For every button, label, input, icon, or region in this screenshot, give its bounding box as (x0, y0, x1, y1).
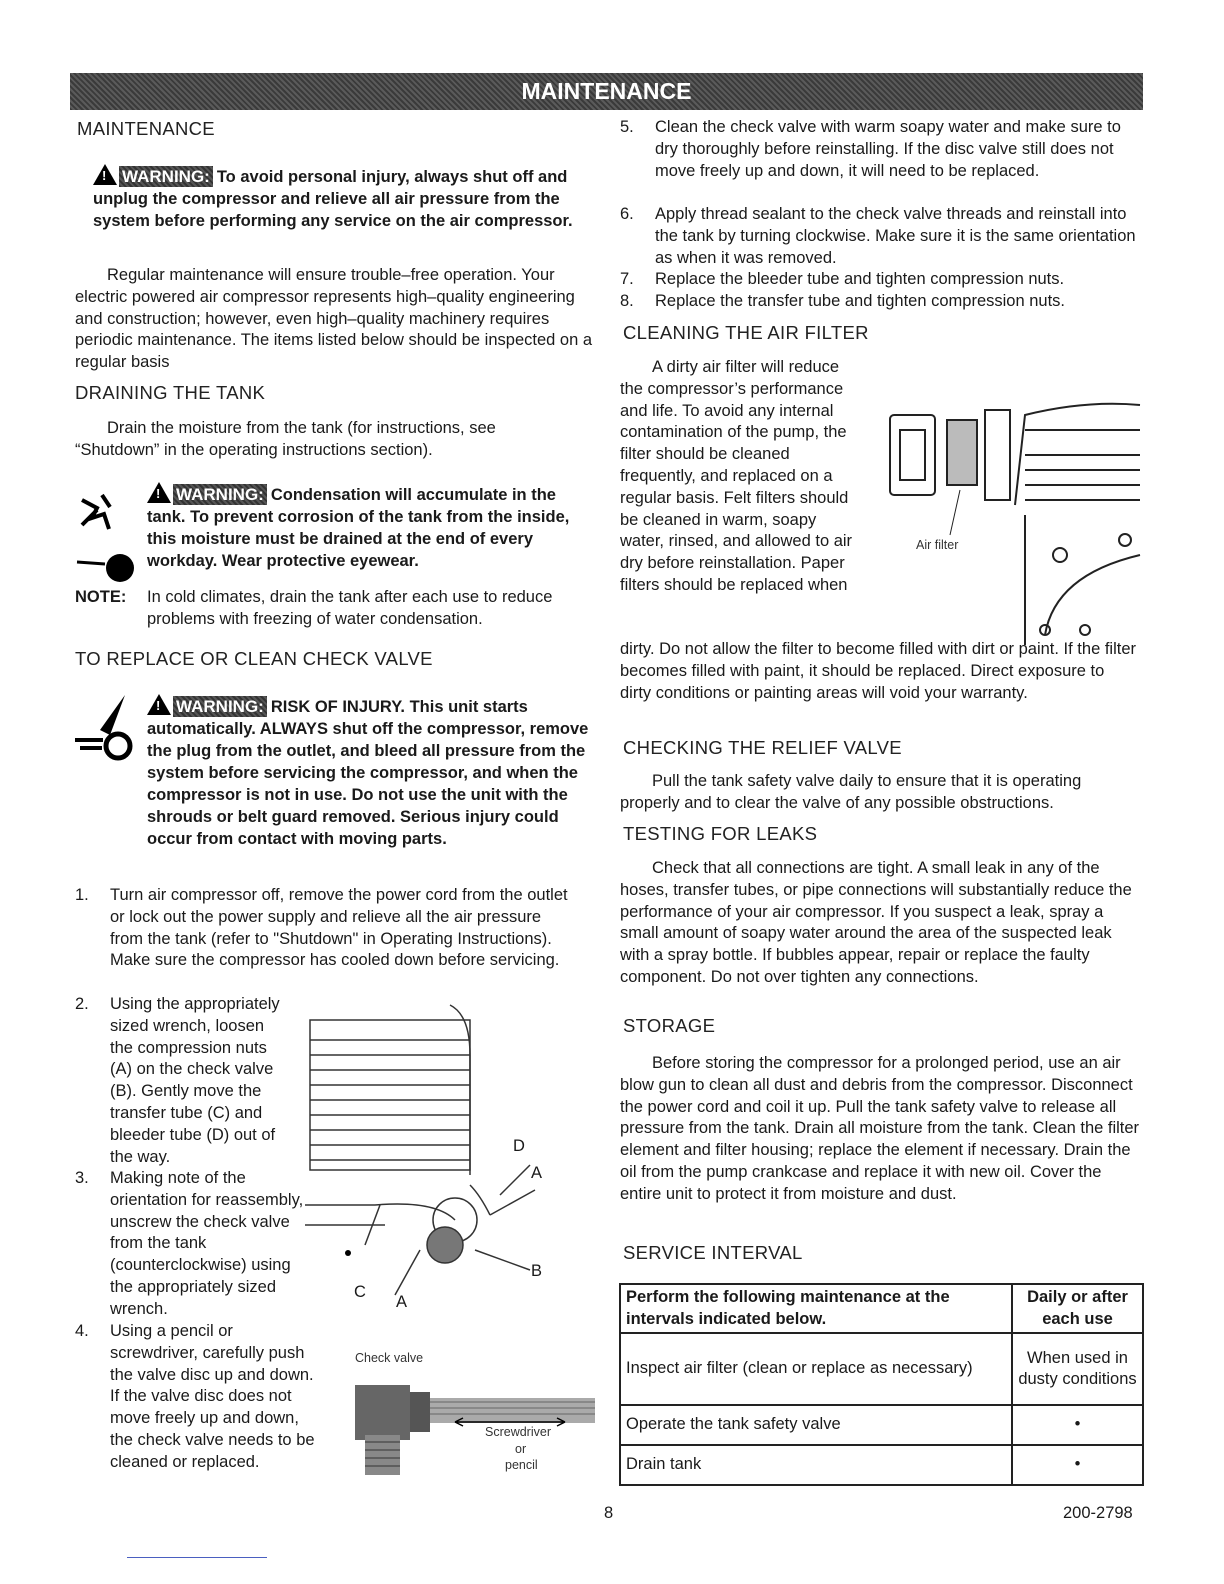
eyewear-and-corrosion-icon (72, 490, 140, 585)
warning-triangle-icon (147, 694, 171, 715)
warning-badge: WARNING: (173, 484, 267, 505)
intro-paragraph: Regular maintenance will ensure trouble–free operation. Your electric powered air compressor represents high–quality engineering and construction; however, even high–quality machinery requires periodic maintenance. The items listed below should be inspected on a regular basis (75, 266, 593, 372)
step-2 (75, 994, 305, 1168)
warning-triangle-icon (147, 482, 171, 503)
warning-text: RISK OF INJURY. This unit starts automatically. ALWAYS shut off the compressor, remove the plug from the outlet, and bleed all pressure from the system before servicing the compressor, and when the compressor is not in use. Do not use the unit with the shrouds or belt guard removed. Serious injury could occur from contact with moving parts. (147, 698, 589, 848)
screwdriver-caption: Screwdriver (485, 1425, 551, 1439)
step-3 (75, 1168, 315, 1321)
page-number: 8 (604, 1504, 614, 1522)
step-6 (620, 204, 1145, 269)
step-5 (620, 117, 1145, 182)
air-filter-figure (885, 395, 1145, 645)
warning-block-3 (147, 694, 602, 850)
step-8 (620, 291, 1145, 313)
step-4 (75, 1321, 325, 1474)
note-label: NOTE: (75, 588, 127, 606)
step-number: 1. (75, 886, 89, 904)
warning-badge: WARNING: (119, 166, 213, 187)
pencil-caption: pencil (505, 1458, 538, 1472)
service-interval-heading: SERVICE INTERVAL (623, 1242, 803, 1263)
rotating-parts-hazard-icon (70, 690, 140, 770)
table-row (620, 1445, 1143, 1485)
check-valve-caption: Check valve (355, 1351, 424, 1365)
note-text: In cold climates, drain the tank after each use to reduce problems with freezing of water condensation. (147, 588, 553, 628)
table-cell: • (1012, 1405, 1143, 1445)
label-a: A (396, 1293, 408, 1311)
step-text: Turn air compressor off, remove the power cord from the outlet or lock out the power supply and relieve all the air pressure from the tank (refer to "Shutdown" in Operating Instructions). Make sure the compressor has cooled down before servicing. (110, 886, 568, 970)
step-number: 3. (75, 1169, 89, 1187)
service-interval-table (619, 1283, 1144, 1486)
table-cell: • (1012, 1445, 1143, 1485)
step-text: Apply thread sealant to the check valve threads and reinstall into the tank by turning clockwise. Make sure it is the same orientation as when it was removed. (655, 205, 1136, 267)
document-number: 200-2798 (1063, 1504, 1133, 1522)
step-7 (620, 269, 1145, 291)
draining-heading: DRAINING THE TANK (75, 382, 266, 403)
warning-block-2 (147, 482, 597, 572)
air-filter-heading: CLEANING THE AIR FILTER (623, 322, 869, 343)
table-cell: Drain tank (620, 1445, 1012, 1485)
air-filter-text: A dirty air filter will reduce the compressor’s performance and life. To avoid any internal contamination of the pump, the filter should be cleaned frequently, and replaced on a regular basis. Felt filters should be cleaned in warm, soapy water, rinsed, and allowed to air dry before reinstallation. Paper filters should be replaced when (620, 358, 853, 594)
step-number: 4. (75, 1322, 89, 1340)
step-number: 8. (620, 292, 634, 310)
step-text: Replace the bleeder tube and tighten compression nuts. (655, 270, 1065, 288)
warning-block-1 (93, 164, 603, 232)
step-1 (75, 885, 575, 972)
leaks-heading: TESTING FOR LEAKS (623, 823, 818, 844)
table-row (620, 1333, 1143, 1405)
warning-text: Condensation will accumulate in the tank. To prevent corrosion of the tank from the inside, this moisture must be drained at the end of every workday. Wear protective eyewear. (147, 486, 570, 570)
leaks-text: Check that all connections are tight. A small leak in any of the hoses, transfer tubes, or pipe connections will substantially reduce the performance of your air compressor. If you suspect a leak, spray a small amount of soapy water around the area of the suspected leak with a spray bottle. If bubbles appear, repair or replace the faulty component. Do not over tighten any connections. (620, 859, 1132, 986)
warning-badge: WARNING: (173, 696, 267, 717)
table-cell: When used in dusty conditions (1012, 1333, 1143, 1405)
step-text: Making note of the orientation for reassembly, unscrew the check valve from the tank (counterclockwise) using the appropriately sized wrench. (110, 1169, 304, 1318)
warning-triangle-icon (93, 164, 117, 185)
step-number: 7. (620, 270, 634, 288)
storage-heading: STORAGE (623, 1015, 716, 1036)
step-text: Using a pencil or screwdriver, carefully push the valve disc up and down. If the valve disc does not move freely up and down, the check valve needs to be cleaned or replaced. (110, 1322, 315, 1471)
label-d: D (513, 1137, 525, 1155)
step-number: 6. (620, 205, 634, 223)
label-a: A (531, 1164, 543, 1182)
table-cell: Inspect air filter (clean or replace as necessary) (620, 1333, 1012, 1405)
check-valve-heading: TO REPLACE OR CLEAN CHECK VALVE (75, 648, 433, 669)
step-text: Clean the check valve with warm soapy water and make sure to dry thoroughly before reinstalling. If the disc valve still does not move freely up and down, it will need to be replaced. (655, 118, 1121, 180)
step-number: 5. (620, 118, 634, 136)
check-valve-screwdriver-figure (340, 1370, 600, 1480)
or-caption: or (515, 1442, 527, 1456)
section-banner: MAINTENANCE (70, 73, 1143, 110)
draining-text: Drain the moisture from the tank (for instructions, see “Shutdown” in the operating instructions section). (75, 419, 496, 459)
storage-text: Before storing the compressor for a prolonged period, use an air blow gun to clean all dust and debris from the compressor. Disconnect the power cord and coil it up. Pull the tank safety valve to release all pressure from the tank. Drain all moisture from the tank. Clean the filter element and filter housing; replace the element if necessary. Drain the oil from the pump crankcase and replace it with new oil. Cover the entire unit to protect it from moisture and dust. (620, 1054, 1140, 1203)
table-header-cell: Daily or after each use (1012, 1284, 1143, 1333)
label-b: B (531, 1262, 543, 1280)
footer-rule (127, 1557, 267, 1558)
table-header-row (620, 1284, 1143, 1333)
step-number: 2. (75, 995, 89, 1013)
step-text: Using the appropriately sized wrench, loosen the compression nuts (A) on the check valve (B). Gently move the transfer tube (C) and bleeder tube (D) out of the way. (110, 995, 280, 1166)
label-c: C (354, 1283, 366, 1301)
relief-valve-heading: CHECKING THE RELIEF VALVE (623, 737, 902, 758)
table-header-cell: Perform the following maintenance at the intervals indicated below. (620, 1284, 1012, 1333)
air-filter-caption: Air filter (916, 538, 959, 552)
air-filter-text-continued: dirty. Do not allow the filter to become filled with dirt or paint. If the filter becomes filled with paint, it should be replaced. Direct exposure to dirty conditions or painting areas will void your warranty. (620, 640, 1137, 702)
step-text: Replace the transfer tube and tighten compression nuts. (655, 292, 1065, 310)
relief-valve-text: Pull the tank safety valve daily to ensure that it is operating properly and to clear the valve of any possible obstructions. (620, 772, 1082, 812)
maintenance-heading: MAINTENANCE (77, 118, 215, 139)
table-cell: Operate the tank safety valve (620, 1405, 1012, 1445)
warning-text: To avoid personal injury, always shut off and unplug the compressor and relieve all air pressure from the system before performing any service on the air compressor. (93, 168, 573, 230)
table-row (620, 1405, 1143, 1445)
